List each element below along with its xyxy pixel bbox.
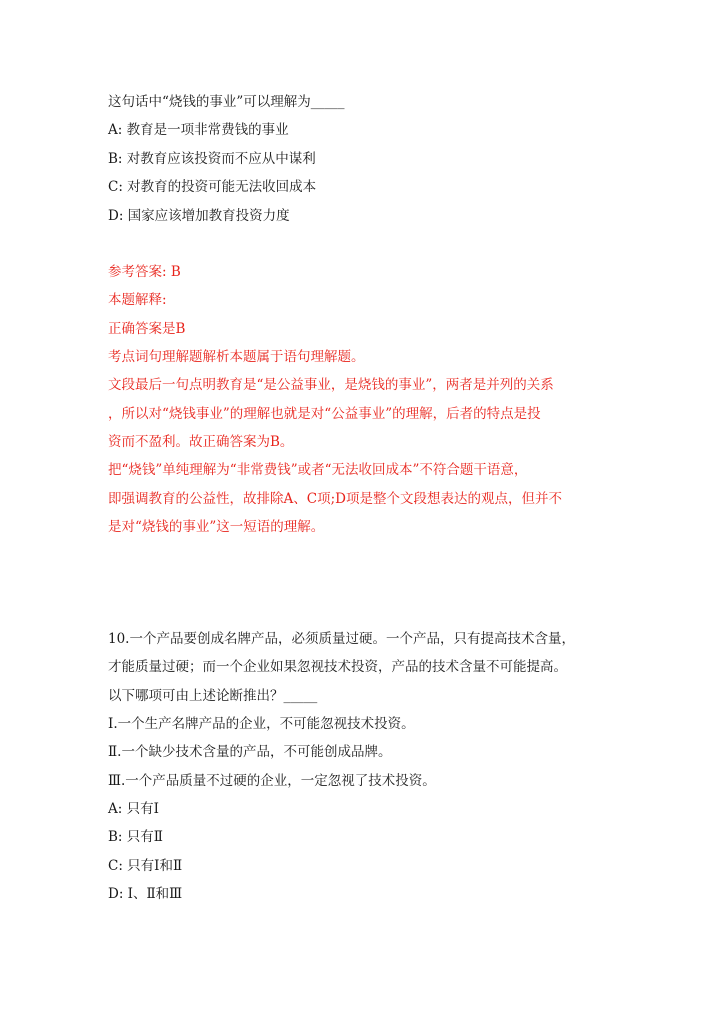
explanation-line: 把“烧钱”单纯理解为“非常费钱”或者“无法收回成本”不符合题干语意， [108,462,528,478]
explanation-label: 本题解释: [108,292,167,308]
explanation-line: 是对“烧钱的事业”这一短语的理解。 [108,519,325,535]
explanation-line: 文段最后一句点明教育是“是公益事业，是烧钱的事业”，两者是并列的关系 [108,377,554,393]
explanation-line: 即强调教育的公益性，故排除A、C项;D项是整个文段想表达的观点，但并不 [108,491,562,507]
question-9-option-b: B: 对教育应该投资而不应从中谋利 [108,151,316,167]
question-10-stem-line: 才能质量过硬；而一个企业如果忽视技术投资，产品的技术含量不可能提高。 [108,659,567,675]
question-9-option-c: C: 对教育的投资可能无法收回成本 [108,179,317,195]
question-10-statement-1: Ⅰ.一个生产名牌产品的企业，不可能忽视技术投资。 [108,716,415,732]
explanation-line: 资而不盈利。故正确答案为B。 [108,434,294,450]
question-10-statement-2: Ⅱ.一个缺少技术含量的产品，不可能创成品牌。 [108,744,392,760]
question-10-option-a: A: 只有Ⅰ [108,801,159,817]
question-10-stem-line: 10.一个产品要创成名牌产品，必须质量过硬。一个产品，只有提高技术含量， [108,631,575,647]
question-10-option-c: C: 只有Ⅰ和Ⅱ [108,858,183,874]
reference-answer: 参考答案: B [108,264,181,280]
correct-answer-line: 正确答案是B [108,321,186,337]
question-9-option-a: A: 教育是一项非常费钱的事业 [108,122,289,138]
question-10-statement-3: Ⅲ.一个产品质量不过硬的企业，一定忽视了技术投资。 [108,773,436,789]
question-10-stem-line: 以下哪项可由上述论断推出？_____ [108,688,318,704]
keypoint-line: 考点词句理解题解析本题属于语句理解题。 [108,349,365,365]
question-9-option-d: D: 国家应该增加教育投资力度 [108,208,290,224]
question-9-stem: 这句话中“烧钱的事业”可以理解为_____ [108,94,345,110]
question-10-option-d: D: Ⅰ、Ⅱ和Ⅲ [108,886,183,902]
explanation-line: ，所以对“烧钱事业”的理解也就是对“公益事业”的理解，后者的特点是投 [108,406,541,422]
question-10-option-b: B: 只有Ⅱ [108,829,163,845]
